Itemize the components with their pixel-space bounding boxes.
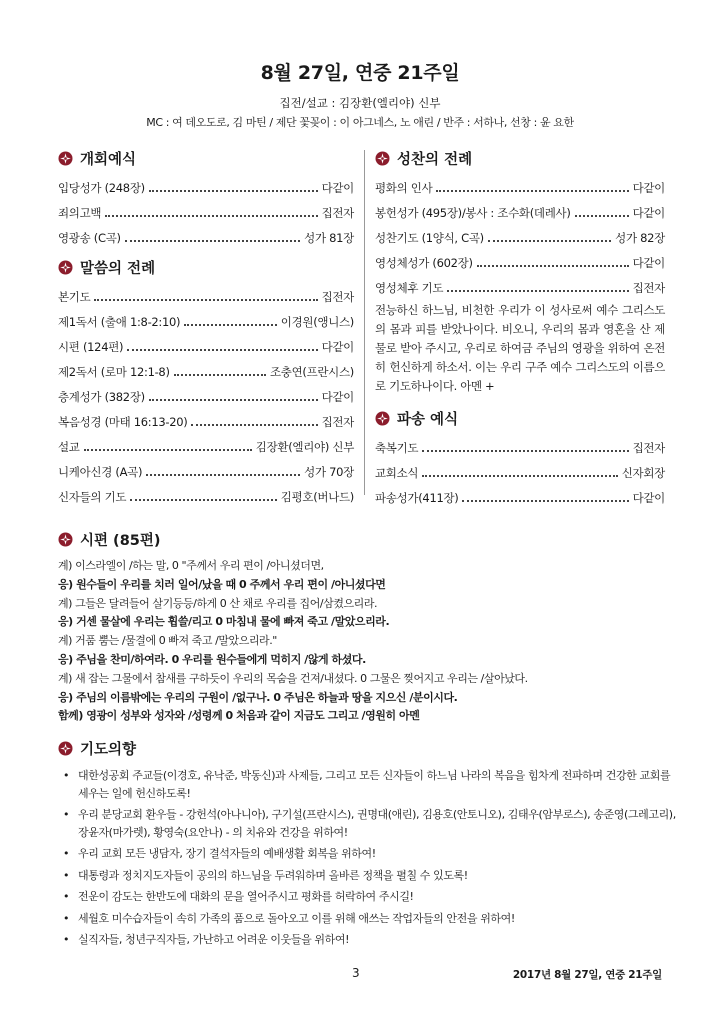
psalm-line: 함께) 영광이 성부와 성자와 /성령께 0 처음과 같이 지금도 그리고 /영원히 아멘	[58, 709, 420, 723]
dot-leader	[94, 299, 317, 301]
order-row	[375, 249, 665, 274]
section-title: 시편 (85편)	[80, 532, 161, 549]
psalm-line: 응) 주님을 찬미/하여라. 0 우리를 원수들에게 먹히지 /않게 하셨다.	[58, 652, 366, 666]
dot-leader	[422, 450, 628, 452]
order-row	[58, 283, 354, 308]
order-item-value: 집전자	[321, 415, 354, 429]
cross-icon	[58, 260, 73, 275]
intention-item: • 대통령과 정치지도자들이 공의의 하느님을 두려워하며 올바른 정책을 펼칠 수 있도록!	[58, 867, 678, 885]
dot-leader	[149, 399, 318, 401]
order-row	[58, 174, 354, 199]
section-heading-psalm	[58, 527, 678, 551]
dot-leader	[125, 240, 300, 242]
psalm-line: 응) 주님의 이름밖에는 우리의 구원이 /없구나. 0 주님은 하늘과 땅을 지으신 /분이시다.	[58, 690, 458, 704]
order-item-label: 복음성경 (마태 16:13-20)	[58, 415, 188, 429]
order-row	[375, 459, 665, 484]
cross-icon	[375, 411, 390, 426]
order-item-value: 조충연(프란시스)	[269, 365, 354, 379]
dot-leader	[447, 290, 628, 292]
order-item-value: 이경원(앵니스)	[280, 315, 354, 329]
section-heading-eucharist	[375, 146, 665, 170]
order-item-label: 파송성가(411장)	[375, 491, 459, 505]
order-item-value: 다같이	[321, 340, 354, 354]
dot-leader	[130, 499, 277, 501]
order-item-label: 영성체후 기도	[375, 281, 444, 295]
psalm-line: 계) 이스라엘이 /하는 말, 0 "주께서 우리 편이 /아니셨더면,	[58, 559, 324, 572]
dot-leader	[146, 474, 300, 476]
section-title: 기도의향	[80, 741, 137, 758]
order-item-value: 다같이	[321, 181, 354, 195]
order-row	[375, 174, 665, 199]
order-item-label: 평화의 인사	[375, 181, 433, 195]
order-item-label: 교회소식	[375, 466, 419, 480]
section-title: 말씀의 전례	[80, 260, 156, 277]
order-item-value: 김장환(엘리야) 신부	[255, 440, 354, 454]
order-item-label: 본기도	[58, 290, 91, 304]
cross-icon	[58, 532, 73, 547]
page-number: 3	[352, 966, 360, 980]
order-item-label: 제2독서 (로마 12:1-8)	[58, 365, 170, 379]
dot-leader	[436, 190, 628, 192]
psalm-line: 계) 새 잡는 그물에서 참새를 구하듯이 우리의 목숨을 건져/내셨다. 0 그물은 찢어지고 우리는 /살아났다.	[58, 671, 528, 685]
order-row	[58, 333, 354, 358]
order-row	[375, 199, 665, 224]
order-item-value: 성가 81장	[304, 231, 354, 245]
section-heading-intentions	[58, 736, 678, 760]
order-item-value: 김평호(버나드)	[280, 490, 354, 504]
cross-icon	[375, 151, 390, 166]
intention-item: • 전운이 감도는 한반도에 대화의 문을 열어주시고 평화를 허락하여 주시길!	[58, 888, 678, 906]
psalm-line: 응) 원수들이 우리를 치러 일어/났을 때 0 주께서 우리 편이 /아니셨다면	[58, 577, 386, 591]
section-title: 개회예식	[80, 151, 137, 168]
order-item-label: 니케아신경 (A곡)	[58, 465, 143, 479]
order-item-label: 영광송 (C곡)	[58, 231, 121, 245]
post-communion-prayer: 전능하신 하느님, 비천한 우리가 이 성사로써 예수 그리스도의 몸과 피를 받았나이다. 비오니, 우리의 몸과 영혼을 산 제물로 받아 주시고, 우리로 하여금 주님의 영광을 위하여 온전히 헌신하게 하소서. 이는 우리 구주 예수 그리스도의 이름으로 기도하나이다. 아멘 +	[375, 303, 665, 393]
order-item-label: 제1독서 (출애 1:8-2:10)	[58, 315, 181, 329]
order-item-label: 신자들의 기도	[58, 490, 127, 504]
order-row	[58, 224, 354, 249]
order-item-value: 신자회장	[621, 466, 665, 480]
order-item-label: 봉헌성가 (495장)/봉사 : 조수화(데레사)	[375, 206, 571, 220]
intention-item: • 우리 교회 모든 냉담자, 장기 결석자들의 예배생활 회복을 위하여!	[58, 845, 678, 863]
order-row	[58, 383, 354, 408]
dot-leader	[84, 449, 252, 451]
order-item-label: 성찬기도 (1양식, C곡)	[375, 231, 484, 245]
psalm-lines	[58, 557, 678, 726]
order-item-value: 다같이	[632, 256, 665, 270]
psalm-line: 응) 거센 물살에 우리는 휩쓸/리고 0 마침내 물에 빠져 죽고 /말았으리라.	[58, 615, 390, 629]
dot-leader	[422, 475, 618, 477]
order-row	[375, 484, 665, 509]
section-heading-dismissal	[375, 406, 665, 430]
order-row	[58, 358, 354, 383]
order-item-value: 집전자	[632, 441, 665, 455]
order-item-value: 다같이	[632, 181, 665, 195]
order-item-value: 다같이	[632, 491, 665, 505]
order-row	[58, 308, 354, 333]
dot-leader	[477, 265, 629, 267]
order-item-value: 집전자	[321, 290, 354, 304]
intention-item: • 실직자들, 청년구직자들, 가난하고 어려운 이웃들을 위하여!	[58, 931, 678, 949]
left-column	[58, 146, 354, 508]
cross-icon	[58, 151, 73, 166]
right-column	[375, 146, 665, 509]
cross-icon	[58, 741, 73, 756]
intention-item: • 우리 분당교회 환우들 - 강헌석(아나니아), 구기설(프란시스), 권명대(애린), 김용호(안토니오), 김태우(암부로스), 송준영(그레고리), 장윤자(마가렛), 황영숙(요안나) - 의 치유와 건강을 위하여!	[58, 806, 678, 841]
section-heading-opening	[58, 146, 354, 170]
ministers-line: MC : 여 데오도로, 김 마틴 / 제단 꽃꽂이 : 이 아그네스, 노 애린 / 반주 : 서하나, 선창 : 윤 요한	[146, 116, 574, 129]
order-item-value: 집전자	[632, 281, 665, 295]
page-title: 8월 27일, 연중 21주일	[260, 62, 460, 84]
order-row	[58, 433, 354, 458]
order-list-word	[58, 283, 354, 508]
order-item-label: 죄의고백	[58, 206, 102, 220]
order-row	[375, 224, 665, 249]
order-row	[58, 483, 354, 508]
order-item-value: 다같이	[632, 206, 665, 220]
section-heading-word	[58, 255, 354, 279]
order-list-dismissal	[375, 434, 665, 509]
order-item-label: 영성체성가 (602장)	[375, 256, 473, 270]
dot-leader	[184, 324, 277, 326]
dot-leader	[127, 349, 317, 351]
order-row	[58, 408, 354, 433]
order-item-value: 성가 70장	[304, 465, 354, 479]
column-divider	[364, 150, 365, 495]
order-item-value: 다같이	[321, 390, 354, 404]
section-title: 파송 예식	[397, 411, 459, 428]
dot-leader	[191, 424, 317, 426]
order-row	[58, 199, 354, 224]
section-title: 성찬의 전례	[397, 151, 473, 168]
order-item-value: 성가 82장	[615, 231, 665, 245]
order-item-label: 축복기도	[375, 441, 419, 455]
order-row	[375, 274, 665, 299]
footer-date: 2017년 8월 27일, 연중 21주일	[512, 969, 662, 981]
psalm-section	[58, 527, 678, 726]
order-item-label: 시편 (124편)	[58, 340, 124, 354]
dot-leader	[462, 500, 628, 502]
dot-leader	[174, 374, 266, 376]
psalm-line: 계) 거품 뿜는 /물결에 0 빠져 죽고 /말았으리라."	[58, 634, 277, 648]
intentions-list	[58, 767, 678, 949]
order-item-label: 설교	[58, 440, 80, 454]
prayer-intentions-section	[58, 736, 678, 953]
order-row	[375, 434, 665, 459]
psalm-line: 계) 그들은 달려들어 살기등등/하게 0 산 채로 우리를 집어/삼켰으리라.	[58, 596, 378, 610]
intention-item: • 세월호 미수습자들이 속히 가족의 품으로 돌아오고 이를 위해 애쓰는 작업자들의 안전을 위하여!	[58, 910, 678, 928]
order-list-eucharist	[375, 174, 665, 299]
order-item-value: 집전자	[321, 206, 354, 220]
intention-item: • 대한성공회 주교들(이경호, 유낙준, 박동신)과 사제들, 그리고 모든 신자들이 하느님 나라의 복음을 힘차게 전파하며 건강한 교회를 세우는 일에 헌신하도록!	[58, 767, 678, 802]
officiant-line: 집전/설교 : 김장환(엘리야) 신부	[279, 96, 441, 110]
dot-leader	[575, 215, 629, 217]
dot-leader	[105, 215, 317, 217]
order-row	[58, 458, 354, 483]
order-item-label: 입당성가 (248장)	[58, 181, 145, 195]
dot-leader	[488, 240, 611, 242]
order-list-opening	[58, 174, 354, 249]
order-item-label: 층계성가 (382장)	[58, 390, 145, 404]
dot-leader	[149, 190, 318, 192]
